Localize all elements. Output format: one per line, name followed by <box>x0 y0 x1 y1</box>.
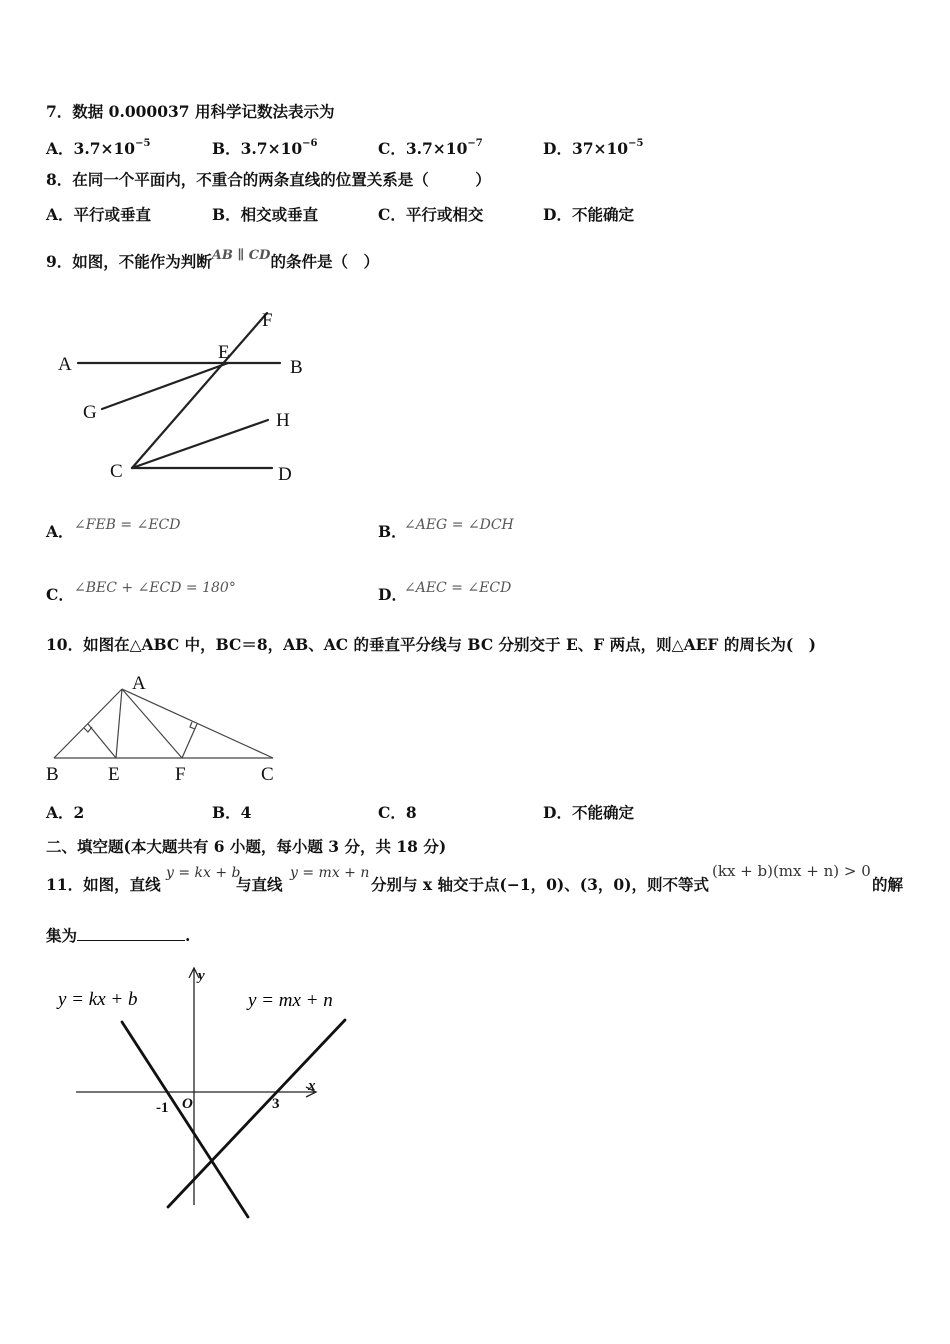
q9-math-ab-cd: AB ∥ CD <box>211 248 271 263</box>
tick-neg1: -1 <box>156 1100 169 1116</box>
q10-option-a: A．2 <box>46 803 85 822</box>
label-a: A <box>132 673 146 694</box>
label-g: G <box>83 402 97 423</box>
q10-option-c: C．8 <box>378 803 417 822</box>
segment-af <box>122 689 182 758</box>
q7-stem: 7．数据 0.000037 用科学记数法表示为 <box>46 102 335 121</box>
q9-option-a-expr: ∠FEB = ∠ECD <box>74 517 181 533</box>
q11-text-3: 分别与 x 轴交于点(−1，0)、(3，0)，则不等式 <box>371 875 709 894</box>
q9-option-b-letter: B． <box>378 522 407 541</box>
section-heading: 二、填空题(本大题共有 6 小题，每小题 3 分，共 18 分) <box>46 837 447 856</box>
label-e: E <box>218 342 230 363</box>
tick-3: 3 <box>272 1096 280 1112</box>
y-label: y <box>198 968 205 984</box>
fig-label-mx-n: y = mx + n <box>248 990 333 1011</box>
q10-option-b: B．4 <box>212 803 252 822</box>
q11-text-4: 的解 <box>872 875 904 894</box>
label-c: C <box>261 764 274 785</box>
q11-math-2: y = mx + n <box>290 865 370 881</box>
q9-option-d-expr: ∠AEC = ∠ECD <box>404 580 512 596</box>
q11-math-1: y = kx + b <box>166 865 241 881</box>
label-c: C <box>110 461 123 482</box>
q8-stem: 8．在同一个平面内，不重合的两条直线的位置关系是（ ） <box>46 170 491 189</box>
q7-option-c: C．$3.7\times 10^{-7}$ <box>378 138 483 159</box>
q9-stem: 9．如图，不能作为判断$^{AB \parallel CD}$的条件是（ ） <box>46 248 379 271</box>
q9-option-b-expr: ∠AEG = ∠DCH <box>404 517 514 533</box>
origin-label: O <box>182 1096 193 1112</box>
q11-math-3: (kx + b)(mx + n) > 0 <box>712 862 871 880</box>
q11-text-1: 11．如图，直线 <box>46 875 161 894</box>
x-label: x <box>308 1078 316 1094</box>
q9-option-d-letter: D． <box>378 585 407 604</box>
label-b: B <box>46 764 59 785</box>
q8-option-d: D．不能确定 <box>543 205 634 224</box>
q11-figure <box>50 960 360 1225</box>
q9-figure <box>50 300 320 500</box>
q8-option-b: B．相交或垂直 <box>212 205 319 224</box>
right-angle-mark-1 <box>84 727 92 732</box>
label-h: H <box>276 410 290 431</box>
q11-answer-line: 集为 . <box>46 926 191 945</box>
q10-stem: 10．如图在△ABC 中，BC＝8，AB、AC 的垂直平分线与 BC 分别交于 E、F 两点，则△AEF 的周长为( ) <box>46 635 816 654</box>
q8-option-c: C．平行或相交 <box>378 205 484 224</box>
label-a: A <box>58 354 72 375</box>
side-ab <box>54 689 122 758</box>
line-ge <box>102 363 228 409</box>
q9-option-a-letter: A． <box>46 522 74 541</box>
q8-option-a: A．平行或垂直 <box>46 205 152 224</box>
side-ac <box>122 689 273 758</box>
segment-ae <box>116 689 122 758</box>
q7-option-d: D．$37\times 10^{-5}$ <box>543 138 644 159</box>
label-d: D <box>278 464 292 485</box>
right-angle-mark-2 <box>190 722 195 729</box>
q10-option-d: D．不能确定 <box>543 803 634 822</box>
fig-label-kx-b: y = kx + b <box>58 989 138 1010</box>
q7-option-a: A．$3.7\times 10^{-5}$ <box>46 138 151 159</box>
q9-option-c-letter: C． <box>46 585 74 604</box>
q9-option-c-expr: ∠BEC + ∠ECD = 180° <box>74 580 236 596</box>
answer-blank[interactable] <box>77 926 185 941</box>
label-f: F <box>262 310 273 331</box>
bisector-ab <box>88 724 116 758</box>
q7-option-b: B．$3.7\times 10^{-6}$ <box>212 138 318 159</box>
q11-text-2: 与直线 <box>236 875 283 894</box>
label-f: F <box>175 764 186 785</box>
label-e: E <box>108 764 120 785</box>
label-b: B <box>290 357 303 378</box>
q10-figure <box>40 670 290 790</box>
